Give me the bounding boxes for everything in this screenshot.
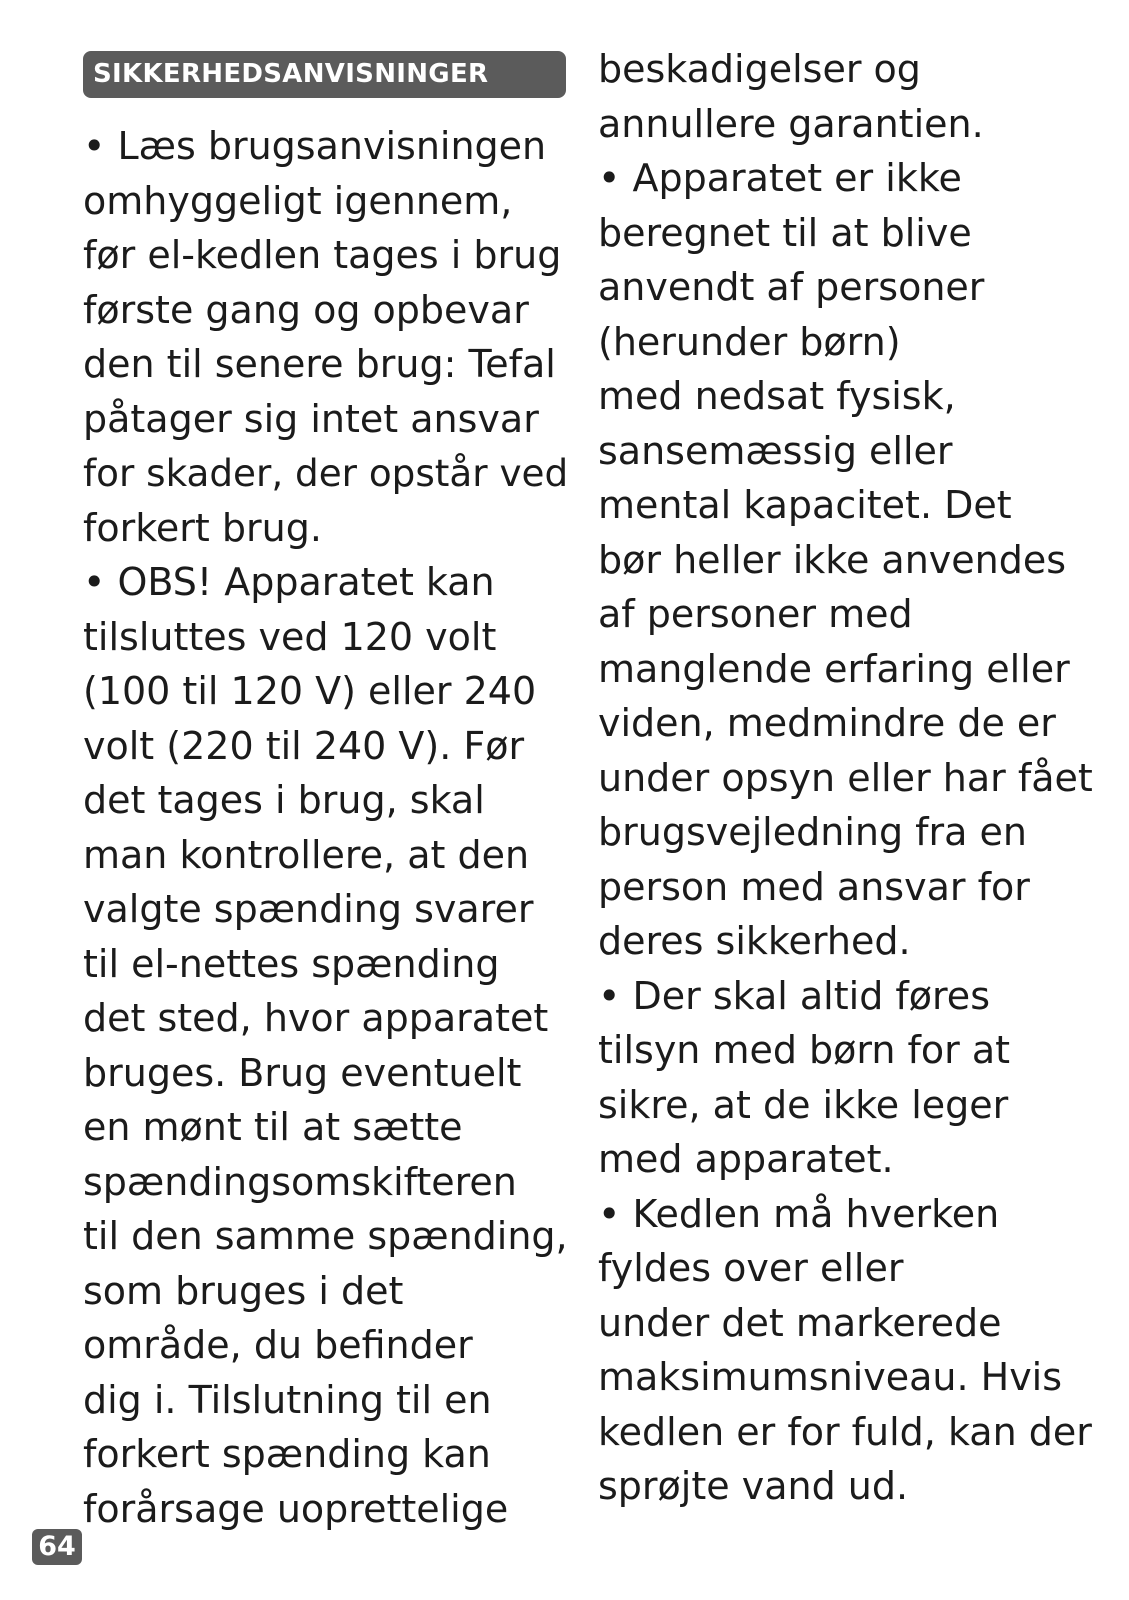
text-line: det tages i brug, skal <box>83 778 485 822</box>
text-line: med apparatet. <box>598 1137 894 1181</box>
section-header <box>83 51 566 98</box>
text-line: (100 til 120 V) eller 240 <box>83 669 537 713</box>
text-line: • Kedlen må hverken <box>598 1191 1000 1236</box>
text-line: den til senere brug: Tefal <box>83 342 556 386</box>
text-line: forårsage uoprettelige <box>83 1486 509 1531</box>
text-line: bruges. Brug eventuelt <box>83 1050 522 1095</box>
text-line: (herunder børn) <box>598 319 901 364</box>
text-line: tilsluttes ved 120 volt <box>83 614 497 659</box>
text-line: tilsyn med børn for at <box>598 1028 1011 1072</box>
text-line: det sted, hvor apparatet <box>83 996 549 1040</box>
right-text-column <box>598 42 1118 1514</box>
text-line: omhyggeligt igennem, <box>83 178 513 223</box>
text-line: før el-kedlen tages i brug <box>83 233 562 277</box>
left-text-column <box>83 119 573 1536</box>
text-line: brugsvejledning fra en <box>598 810 1027 854</box>
text-line: forkert spænding kan <box>83 1432 491 1476</box>
text-line: til den samme spænding, <box>83 1214 568 1258</box>
text-line: sansemæssig eller <box>598 428 953 473</box>
text-line: sprøjte vand ud. <box>598 1464 909 1508</box>
text-line: beregnet til at blive <box>598 210 972 255</box>
text-line: som bruges i det <box>83 1268 404 1313</box>
text-line: anvendt af personer <box>598 265 985 309</box>
text-line: manglende erfaring eller <box>598 646 1070 691</box>
text-line: • Apparatet er ikke <box>598 156 962 200</box>
text-line: • Læs brugsanvisningen <box>83 124 547 168</box>
text-line: med nedsat fysisk, <box>598 374 956 418</box>
text-line: man kontrollere, at den <box>83 832 530 877</box>
text-line: sikre, at de ikke leger <box>598 1082 1009 1127</box>
text-line: annullere garantien. <box>598 101 984 146</box>
text-line: fyldes over eller <box>598 1246 904 1290</box>
text-line: mental kapacitet. Det <box>598 483 1012 527</box>
text-line: for skader, der opstår ved <box>83 451 569 495</box>
text-line: person med ansvar for <box>598 864 1030 909</box>
text-line: forkert brug. <box>83 505 322 550</box>
text-line: • OBS! Apparatet kan <box>83 560 495 604</box>
section-title: SIKKERHEDSANVISNINGER <box>93 59 489 89</box>
text-line: volt (220 til 240 V). Før <box>83 723 525 768</box>
text-line: viden, medmindre de er <box>598 701 1056 745</box>
page-number: 64 <box>32 1529 82 1565</box>
text-line: område, du befinder <box>83 1323 473 1367</box>
text-line: påtager sig intet ansvar <box>83 396 539 441</box>
text-line: spændingsomskifteren <box>83 1159 517 1204</box>
text-line: valgte spænding svarer <box>83 887 534 931</box>
text-line: • Der skal altid føres <box>598 973 990 1018</box>
text-line: til el-nettes spænding <box>83 941 500 986</box>
text-line: maksimumsniveau. Hvis <box>598 1355 1063 1399</box>
text-line: en mønt til at sætte <box>83 1105 463 1149</box>
text-line: under det markerede <box>598 1300 1002 1345</box>
text-line: under opsyn eller har fået <box>598 755 1093 800</box>
text-line: kedlen er for fuld, kan der <box>598 1409 1092 1454</box>
text-line: dig i. Tilslutning til en <box>83 1377 492 1422</box>
text-line: af personer med <box>598 592 913 636</box>
text-line: første gang og opbevar <box>83 287 529 332</box>
text-line: bør heller ikke anvendes <box>598 537 1067 582</box>
text-line: deres sikkerhed. <box>598 919 911 963</box>
text-line: beskadigelser og <box>598 47 921 91</box>
